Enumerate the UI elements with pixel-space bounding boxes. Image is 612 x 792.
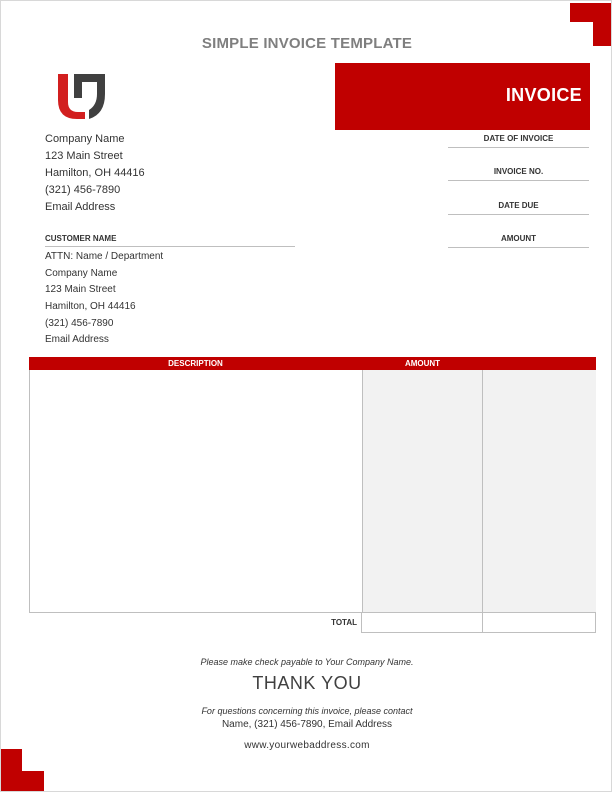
page-title: SIMPLE INVOICE TEMPLATE bbox=[201, 35, 413, 52]
invoice-banner bbox=[335, 63, 590, 130]
customer-company-name[interactable]: Company Name bbox=[45, 267, 118, 279]
customer-address-block bbox=[45, 249, 163, 349]
customer-phone[interactable]: (321) 456-7890 bbox=[45, 317, 114, 329]
table-header bbox=[29, 357, 596, 370]
customer-email[interactable]: Email Address bbox=[45, 334, 109, 346]
amount-column-cells[interactable] bbox=[362, 370, 483, 612]
corner-accent-top-right bbox=[570, 3, 593, 22]
total-row bbox=[29, 613, 596, 633]
invoice-banner-label: INVOICE bbox=[505, 85, 582, 105]
questions-note: For questions concerning this invoice, please contact bbox=[201, 706, 413, 716]
total-label: TOTAL bbox=[331, 618, 357, 627]
description-column-header: DESCRIPTION bbox=[168, 359, 223, 368]
total-amount-cell[interactable] bbox=[361, 613, 483, 633]
thank-you-heading: THANK YOU bbox=[252, 673, 362, 693]
sender-phone[interactable]: (321) 456-7890 bbox=[45, 184, 121, 196]
date-due-field[interactable]: DATE DUE bbox=[448, 200, 589, 215]
amount-field[interactable]: AMOUNT bbox=[448, 233, 589, 248]
amount-column-header: AMOUNT bbox=[404, 359, 441, 368]
website-link[interactable]: www.yourwebaddress.com bbox=[244, 740, 370, 751]
corner-accent-bottom-left bbox=[22, 771, 44, 792]
date-of-invoice-field[interactable]: DATE OF INVOICE bbox=[448, 133, 589, 148]
contact-line: Name, (321) 456-7890, Email Address bbox=[221, 719, 393, 730]
sender-email[interactable]: Email Address bbox=[45, 201, 116, 213]
sender-address-block bbox=[45, 131, 145, 216]
table-body[interactable] bbox=[29, 370, 596, 613]
extra-column-cells[interactable] bbox=[483, 370, 596, 612]
company-logo-icon bbox=[55, 72, 107, 120]
corner-accent-bottom-left bbox=[1, 749, 22, 792]
sender-company-name[interactable]: Company Name bbox=[45, 133, 125, 145]
customer-name-label: CUSTOMER NAME bbox=[45, 233, 295, 247]
total-extra-cell[interactable] bbox=[482, 613, 596, 633]
invoice-number-field[interactable]: INVOICE NO. bbox=[448, 166, 589, 181]
payable-note: Please make check payable to Your Company Name. bbox=[200, 657, 414, 667]
customer-street[interactable]: 123 Main Street bbox=[45, 284, 116, 296]
sender-city[interactable]: Hamilton, OH 44416 bbox=[45, 167, 145, 179]
sender-street[interactable]: 123 Main Street bbox=[45, 150, 123, 162]
customer-attn[interactable]: ATTN: Name / Department bbox=[45, 251, 164, 262]
customer-city[interactable]: Hamilton, OH 44416 bbox=[45, 301, 136, 313]
